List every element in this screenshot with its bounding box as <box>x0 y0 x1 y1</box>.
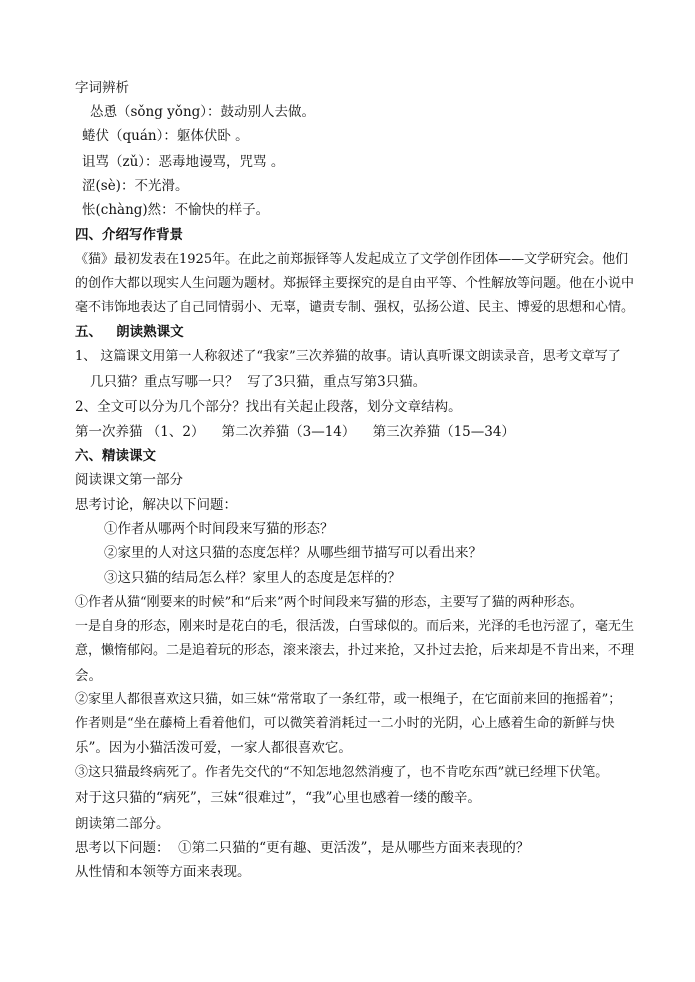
answer-line: 乐”。因为小猫活泼可爱，一家人都很喜欢它。 <box>75 740 352 756</box>
question-item: ①作者从哪两个时间段来写猫的形态？ <box>104 521 334 537</box>
paragraph-line: 《猫》最初发表在1925年。在此之前郑振铎等人发起成立了文学创作团体——文学研究会。他们 <box>75 252 629 267</box>
subheading: 阅读课文第一部分 <box>75 472 183 488</box>
answer-line: 一是自身的形态，刚来时是花白的毛，很活泼，白雪球似的。而后来，光泽的毛也污涩了，毫无生 <box>75 619 635 634</box>
question-item: ③这只猫的结局怎么样？家里人的态度是怎样的？ <box>104 570 401 586</box>
vocab-heading: 字词辨析 <box>75 80 129 96</box>
vocab-item: 诅骂（zǔ）：恶毒地谩骂，咒骂 。 <box>82 154 285 170</box>
vocab-item: 怅(chàng)然：不愉快的样子。 <box>82 202 270 218</box>
paragraph-line: 的创作大都以现实人生问题为题材。郑振铎主要探究的是自由平等、个性解放等问题。他在小说中 <box>75 276 635 291</box>
section-heading-reading: 五、 朗读熟课文 <box>75 324 184 340</box>
answer-line: ③这只猫最终病死了。作者先交代的“不知怎地忽然消瘦了，也不肯吃东西”就已经埋下伏笔。 <box>75 765 609 780</box>
paragraph-line: 毫不讳饰地表达了自己同情弱小、无辜，谴责专制、强权，弘扬公道、民主、博爱的思想和心情。 <box>75 300 635 315</box>
question-line: 2、全文可以分为几个部分？找出有关起止段落，划分文章结构。 <box>75 399 462 415</box>
answer-line: 对于这只猫的“病死”，三妹“很难过”，“我”心里也感着一缕的酸辛。 <box>75 790 481 806</box>
answer-line: ①作者从猫“刚要来的时候”和“后来”两个时间段来写猫的形态，主要写了猫的两种形态。 <box>75 595 583 610</box>
answer-line: 作者则是“坐在藤椅上看着他们，可以微笑着消耗过一二小时的光阴，心上感着生命的新鲜与快 <box>75 716 615 731</box>
vocab-item: 涩(sè)：不光滑。 <box>82 178 189 194</box>
vocab-item: 蜷伏（quán）：躯体伏卧 。 <box>82 128 249 144</box>
instruction-line: 朗读第二部分。 <box>75 816 170 832</box>
answer-line: 意，懒惰郁闷。二是追着玩的形态，滚来滚去，扑过来抢，又扑过去抢，后来却是不肯出来，不理 <box>75 643 635 658</box>
question-answer-line: 几只猫？重点写哪一只？ 写了3只猫，重点写第3只猫。 <box>90 374 427 390</box>
instruction-line: 思考讨论，解决以下问题： <box>75 497 237 513</box>
answer-line: 会。 <box>75 668 102 684</box>
question-line: 思考以下问题： ①第二只猫的“更有趣、更活泼”，是从哪些方面来表现的？ <box>75 840 530 856</box>
answer-line: ②家里人都很喜欢这只猫，如三妹“常常取了一条红带，或一根绳子，在它面前来回的拖摇着”； <box>75 692 622 707</box>
answer-line: 从性情和本领等方面来表现。 <box>75 864 251 880</box>
section-heading-background: 四、介绍写作背景 <box>75 227 183 243</box>
section-heading-close-reading: 六、精读课文 <box>75 448 156 464</box>
question-line: 1、 这篇课文用第一人称叙述了“我家”三次养猫的故事。请认真听课文朗读录音，思考文章写了 <box>75 349 621 364</box>
structure-line: 第一次养猫 （1、2） 第二次养猫（3—14） 第三次养猫（15—34） <box>75 424 515 440</box>
vocab-item: 怂恿（sǒng yǒng）：鼓动别人去做。 <box>90 104 316 120</box>
question-item: ②家里的人对这只猫的态度怎样？从哪些细节描写可以看出来？ <box>104 545 482 561</box>
